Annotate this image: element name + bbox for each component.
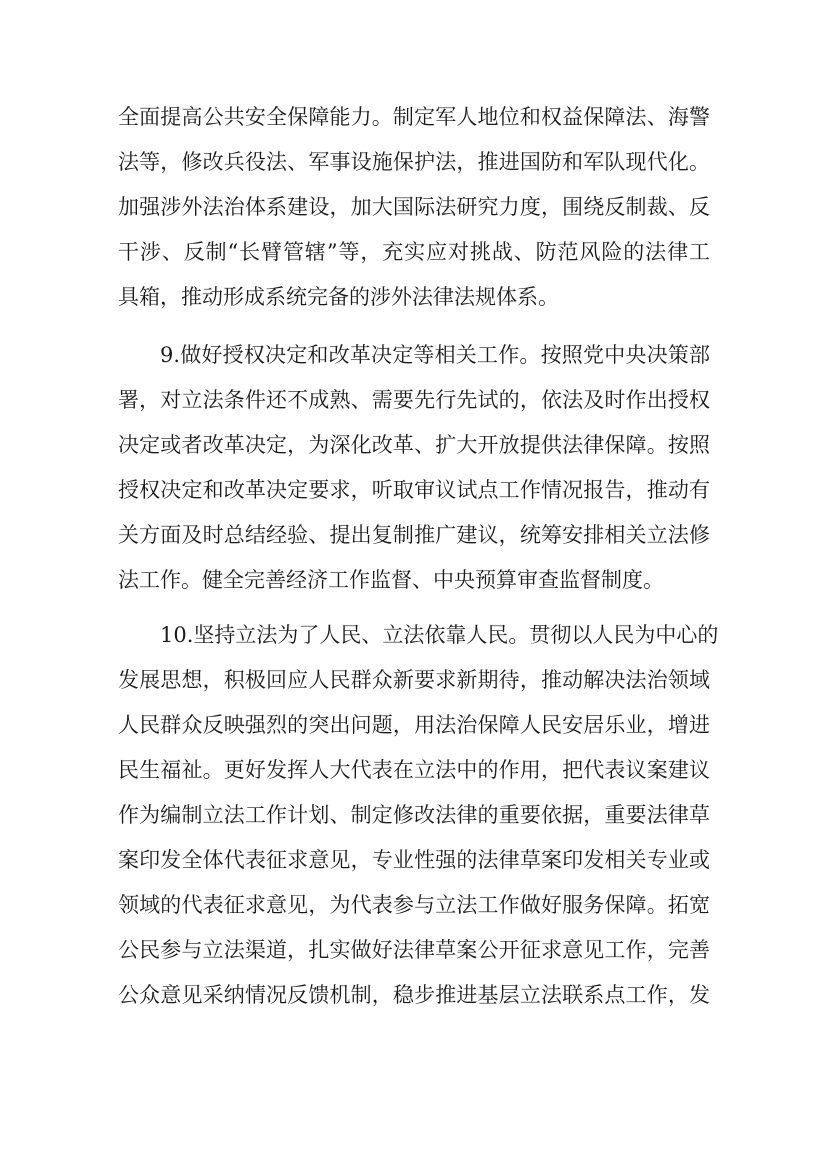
text-line: 人民群众反映强烈的突出问题，用法治保障人民安居乐业，增进 xyxy=(118,713,710,737)
text-line: 授权决定和改革决定要求，听取审议试点工作情况报告，推动有 xyxy=(118,478,710,502)
text-line: 案印发全体代表征求意见，专业性强的法律草案印发相关专业或 xyxy=(118,848,710,872)
text-line: 加强涉外法治体系建设，加大国际法研究力度，围绕反制裁、反 xyxy=(118,195,710,219)
text-line: 法等，修改兵役法、军事设施保护法，推进国防和军队现代化。 xyxy=(118,150,710,174)
text-line: 关方面及时总结经验、提出复制推广建议，统筹安排相关立法修 xyxy=(118,523,710,547)
text-line: 领域的代表征求意见，为代表参与立法工作做好服务保障。拓宽 xyxy=(118,893,710,917)
text-line: 干涉、反制“长臂管辖”等，充实应对挑战、防范风险的法律工 xyxy=(118,240,710,264)
text-line: 民生福祉。更好发挥人大代表在立法中的作用，把代表议案建议 xyxy=(118,758,710,782)
text-line: 公众意见采纳情况反馈机制，稳步推进基层立法联系点工作，发 xyxy=(118,983,710,1007)
text-line: 作为编制立法工作计划、制定修改法律的重要依据，重要法律草 xyxy=(118,803,710,827)
text-line: 法工作。健全完善经济工作监督、中央预算审查监督制度。 xyxy=(118,568,664,592)
text-line: 10.坚持立法为了人民、立法依靠人民。贯彻以人民为中心的 xyxy=(160,623,719,647)
text-line: 全面提高公共安全保障能力。制定军人地位和权益保障法、海警 xyxy=(118,105,710,129)
text-line: 9.做好授权决定和改革决定等相关工作。按照党中央决策部 xyxy=(160,343,710,367)
text-line: 决定或者改革决定，为深化改革、扩大开放提供法律保障。按照 xyxy=(118,433,710,457)
text-line: 具箱，推动形成系统完备的涉外法律法规体系。 xyxy=(118,285,559,309)
text-line: 发展思想，积极回应人民群众新要求新期待，推动解决法治领域 xyxy=(118,668,710,692)
text-line: 公民参与立法渠道，扎实做好法律草案公开征求意见工作，完善 xyxy=(118,938,710,962)
text-line: 署，对立法条件还不成熟、需要先行先试的，依法及时作出授权 xyxy=(118,388,710,412)
